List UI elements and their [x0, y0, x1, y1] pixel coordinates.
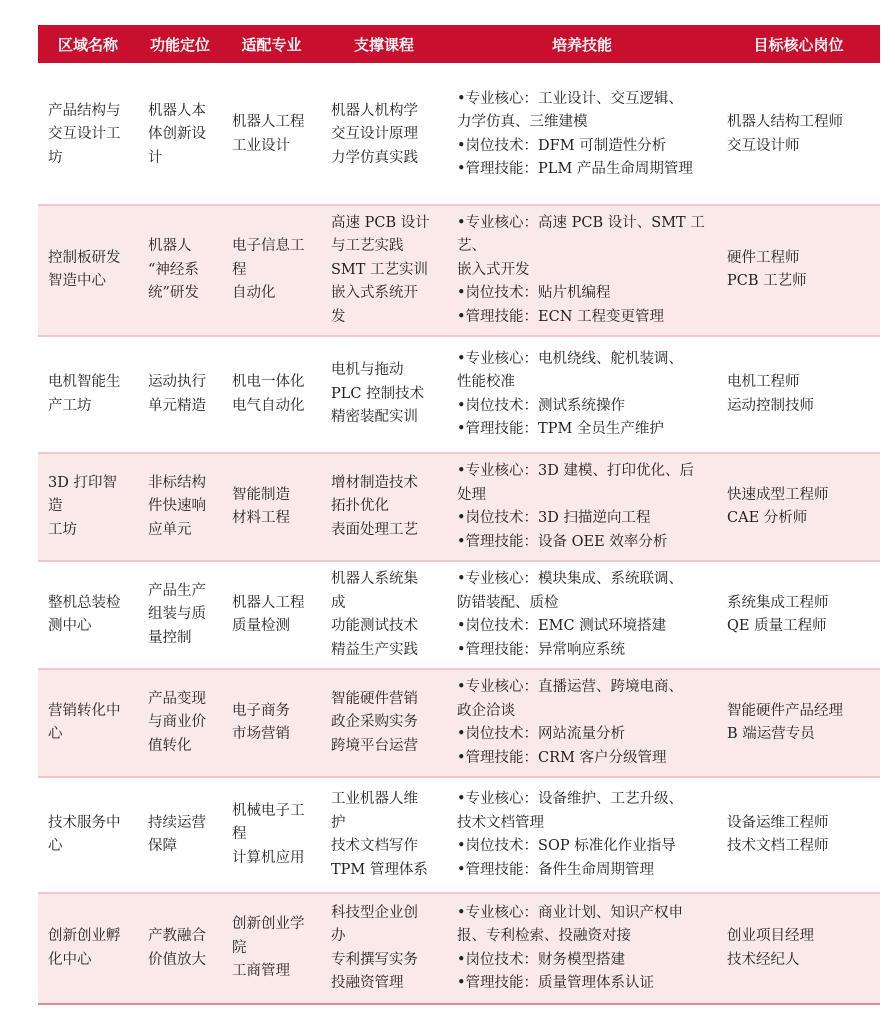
- function-cell: [138, 561, 222, 669]
- majors-line: 程: [232, 261, 247, 278]
- majors-line: 材料工程: [232, 510, 290, 526]
- courses-line: 嵌入式系统开: [331, 285, 418, 301]
- majors-line: 电气自动化: [232, 397, 305, 414]
- courses-cell: [321, 65, 447, 205]
- area-line: 技术服务中: [48, 814, 121, 831]
- skills-line: 报、专利检索、投融资对接: [457, 928, 631, 944]
- function-cell: [138, 453, 222, 561]
- function-line: 量控制: [148, 629, 192, 646]
- header-skills: 培养技能: [447, 25, 717, 65]
- skills-line: 性能校准: [457, 374, 515, 390]
- skills-line: •管理技能：备件生命周期管理: [457, 861, 655, 878]
- skills-line: •专业核心：电机绕线、舵机装调、: [457, 350, 684, 367]
- majors-line: 电子商务: [232, 702, 290, 719]
- positions-line: B 端运营专员: [727, 726, 815, 742]
- courses-cell: [321, 453, 447, 561]
- skills-cell: [447, 893, 717, 1004]
- skills-line: •专业核心：3D 建模、打印优化、后: [457, 463, 695, 479]
- courses-line: 办: [331, 928, 346, 944]
- majors-cell: [222, 453, 321, 561]
- courses-cell: [321, 205, 447, 337]
- table-row: [38, 65, 880, 205]
- positions-line: 技术文档工程师: [727, 838, 829, 854]
- header-function: 功能定位: [138, 25, 222, 65]
- majors-line: 创新创业学: [232, 916, 305, 933]
- skills-line: •管理技能：ECN 工程变更管理: [457, 308, 665, 325]
- skills-line: •岗位技术：EMC 测试环境搭建: [457, 618, 667, 634]
- courses-line: 精密装配实训: [331, 409, 418, 426]
- function-line: 体创新设: [148, 126, 206, 142]
- skills-line: 防错装配、质检: [457, 594, 559, 611]
- function-line: 价值放大: [148, 951, 206, 968]
- courses-line: 精益生产实践: [331, 641, 418, 658]
- positions-cell: [717, 561, 880, 669]
- courses-line: 拓扑优化: [331, 498, 389, 515]
- skills-cell: [447, 669, 717, 777]
- courses-line: 增材制造技术: [331, 474, 418, 491]
- area-line: 测中心: [48, 618, 92, 634]
- positions-cell: [717, 205, 880, 337]
- majors-line: 市场营销: [232, 726, 290, 742]
- skills-line: •岗位技术：财务模型搭建: [457, 951, 626, 968]
- function-cell: [138, 336, 222, 453]
- area-cell: [38, 777, 138, 893]
- area-cell: [38, 65, 138, 205]
- courses-line: 跨境平台运营: [331, 737, 418, 754]
- table-row: [38, 777, 880, 893]
- function-line: 单元精造: [148, 397, 206, 414]
- function-line: 组装与质: [148, 606, 206, 623]
- majors-line: 程: [232, 826, 247, 843]
- courses-line: 机器人系统集: [331, 571, 418, 587]
- function-line: 计: [148, 149, 163, 166]
- area-cell: [38, 893, 138, 1004]
- skills-line: 嵌入式开发: [457, 261, 530, 278]
- positions-line: 技术经纪人: [727, 951, 800, 968]
- majors-cell: [222, 669, 321, 777]
- positions-cell: [717, 65, 880, 205]
- skills-line: 技术文档管理: [457, 814, 544, 831]
- positions-cell: [717, 336, 880, 453]
- courses-cell: [321, 893, 447, 1004]
- positions-line: 硬件工程师: [727, 249, 800, 266]
- skills-line: •管理技能：TPM 全员生产维护: [457, 421, 664, 437]
- majors-cell: [222, 561, 321, 669]
- positions-line: PCB 工艺师: [727, 273, 807, 290]
- skills-line: 力学仿真、三维建模: [457, 114, 588, 131]
- skills-line: •专业核心：商业计划、知识产权申: [457, 904, 684, 921]
- majors-line: 质量检测: [232, 618, 290, 634]
- positions-cell: [717, 777, 880, 893]
- function-cell: [138, 669, 222, 777]
- courses-line: 力学仿真实践: [331, 149, 418, 166]
- area-line: 化中心: [48, 951, 92, 968]
- area-line: 交互设计工: [48, 126, 121, 142]
- skills-line: •管理技能：CRM 客户分级管理: [457, 749, 667, 766]
- majors-line: 智能制造: [232, 486, 290, 503]
- courses-line: 电机与拖动: [331, 362, 404, 379]
- skills-line: 处理: [457, 486, 486, 503]
- area-line: 创新创业孵: [48, 928, 121, 944]
- skills-line: •专业核心：直播运营、跨境电商、: [457, 679, 684, 695]
- table-row: [38, 205, 880, 337]
- courses-line: 工业机器人维: [331, 791, 418, 807]
- function-line: 非标结构: [148, 474, 206, 491]
- function-line: 产品生产: [148, 582, 206, 599]
- skills-line: •专业核心：设备维护、工艺升级、: [457, 791, 684, 807]
- skills-line: •管理技能：设备 OEE 效率分析: [457, 533, 668, 550]
- function-cell: [138, 777, 222, 893]
- skills-line: •专业核心：模块集成、系统联调、: [457, 571, 684, 587]
- table-header: [38, 25, 880, 65]
- function-line: 机器人: [148, 238, 192, 254]
- courses-line: 技术文档写作: [331, 838, 418, 854]
- table-row: [38, 561, 880, 669]
- courses-line: SMT 工艺实训: [331, 261, 429, 278]
- courses-cell: [321, 777, 447, 893]
- skills-line: •岗位技术：网站流量分析: [457, 726, 626, 742]
- majors-cell: [222, 777, 321, 893]
- function-line: 值转化: [148, 737, 192, 754]
- courses-cell: [321, 561, 447, 669]
- skills-line: •管理技能：质量管理体系认证: [457, 975, 655, 991]
- positions-line: 创业项目经理: [727, 928, 814, 944]
- positions-line: 交互设计师: [727, 137, 800, 154]
- area-line: 心: [48, 726, 63, 742]
- positions-line: 机器人结构工程师: [727, 114, 843, 131]
- header-courses: 支撑课程: [321, 25, 447, 65]
- skills-cell: [447, 561, 717, 669]
- skills-cell: [447, 205, 717, 337]
- majors-line: 机器人工程: [232, 114, 305, 131]
- courses-cell: [321, 669, 447, 777]
- area-line: 产品结构与: [48, 102, 121, 119]
- courses-line: 投融资管理: [331, 975, 404, 991]
- area-line: 控制板研发: [48, 249, 121, 266]
- area-line: 营销转化中: [48, 702, 121, 719]
- courses-cell: [321, 336, 447, 453]
- positions-cell: [717, 669, 880, 777]
- area-line: 心: [48, 838, 63, 854]
- majors-line: 工商管理: [232, 963, 290, 980]
- courses-line: 表面处理工艺: [331, 521, 418, 538]
- function-cell: [138, 893, 222, 1004]
- majors-line: 电子信息工: [232, 238, 305, 254]
- skills-line: •专业核心：高速 PCB 设计、SMT 工艺、: [457, 214, 705, 254]
- skills-line: •岗位技术：3D 扫描逆向工程: [457, 510, 651, 526]
- courses-line: PLC 控制技术: [331, 385, 425, 402]
- skills-line: •管理技能：异常响应系统: [457, 641, 626, 658]
- courses-line: TPM 管理体系: [331, 861, 428, 878]
- majors-cell: [222, 205, 321, 337]
- courses-line: 发: [331, 308, 346, 325]
- positions-line: 电机工程师: [727, 374, 800, 390]
- courses-line: 成: [331, 594, 346, 611]
- table-row: [38, 893, 880, 1004]
- skills-cell: [447, 65, 717, 205]
- header-positions: 目标核心岗位: [717, 25, 880, 65]
- skills-cell: [447, 336, 717, 453]
- area-cell: [38, 669, 138, 777]
- courses-line: 与工艺实践: [331, 238, 404, 254]
- positions-line: 快速成型工程师: [727, 486, 829, 503]
- skills-line: •管理技能：PLM 产品生命周期管理: [457, 161, 693, 178]
- function-line: 统”研发: [148, 285, 199, 301]
- courses-line: 科技型企业创: [331, 904, 418, 921]
- positions-cell: [717, 893, 880, 1004]
- table-row: [38, 669, 880, 777]
- majors-line: 机器人工程: [232, 594, 305, 611]
- training-table: [38, 25, 880, 1005]
- area-line: 工坊: [48, 521, 77, 538]
- table-row: [38, 336, 880, 453]
- area-cell: [38, 205, 138, 337]
- table-row: [38, 453, 880, 561]
- function-line: 产教融合: [148, 928, 206, 944]
- area-line: 智造中心: [48, 273, 106, 290]
- majors-line: 计算机应用: [232, 849, 305, 866]
- courses-line: 机器人机构学: [331, 102, 418, 119]
- function-line: 机器人本: [148, 102, 206, 119]
- area-cell: [38, 561, 138, 669]
- skills-line: •专业核心：工业设计、交互逻辑、: [457, 90, 684, 107]
- function-line: 与商业价: [148, 714, 206, 731]
- courses-line: 功能测试技术: [331, 618, 418, 634]
- area-line: 坊: [48, 149, 63, 166]
- area-line: 整机总装检: [48, 594, 121, 611]
- header-row: [38, 25, 880, 65]
- positions-line: CAE 分析师: [727, 510, 808, 526]
- function-line: 产品变现: [148, 690, 206, 707]
- positions-line: 运动控制技师: [727, 397, 814, 414]
- function-cell: [138, 65, 222, 205]
- function-line: 件快速响: [148, 498, 206, 515]
- area-cell: [38, 336, 138, 453]
- skills-cell: [447, 453, 717, 561]
- courses-line: 交互设计原理: [331, 126, 418, 142]
- skills-line: •岗位技术：SOP 标准化作业指导: [457, 838, 676, 854]
- positions-line: 智能硬件产品经理: [727, 702, 843, 719]
- function-line: “神经系: [148, 261, 199, 278]
- skills-line: 政企洽谈: [457, 702, 515, 719]
- skills-cell: [447, 777, 717, 893]
- skills-line: •岗位技术：DFM 可制造性分析: [457, 137, 667, 154]
- skills-line: •岗位技术：贴片机编程: [457, 285, 611, 301]
- courses-line: 专利撰写实务: [331, 951, 418, 968]
- header-majors: 适配专业: [222, 25, 321, 65]
- majors-cell: [222, 893, 321, 1004]
- majors-line: 自动化: [232, 285, 276, 301]
- function-line: 应单元: [148, 521, 192, 538]
- majors-line: 工业设计: [232, 137, 290, 154]
- skills-line: •岗位技术：测试系统操作: [457, 397, 626, 414]
- table-body: [38, 65, 880, 1005]
- function-cell: [138, 205, 222, 337]
- majors-line: 机电一体化: [232, 374, 305, 390]
- function-line: 运动执行: [148, 374, 206, 390]
- function-line: 保障: [148, 838, 177, 854]
- courses-line: 护: [331, 814, 346, 831]
- majors-line: 院: [232, 939, 247, 956]
- area-cell: [38, 453, 138, 561]
- area-line: 3D 打印智造: [48, 474, 117, 515]
- function-line: 持续运营: [148, 814, 206, 831]
- courses-line: 智能硬件营销: [331, 690, 418, 707]
- positions-line: 系统集成工程师: [727, 594, 829, 611]
- majors-line: 机械电子工: [232, 802, 305, 819]
- area-line: 电机智能生: [48, 374, 121, 390]
- positions-cell: [717, 453, 880, 561]
- courses-line: 政企采购实务: [331, 714, 418, 731]
- majors-cell: [222, 65, 321, 205]
- area-line: 产工坊: [48, 397, 92, 414]
- header-area: 区域名称: [38, 25, 138, 65]
- positions-line: QE 质量工程师: [727, 618, 827, 634]
- courses-line: 高速 PCB 设计: [331, 214, 430, 231]
- majors-cell: [222, 336, 321, 453]
- positions-line: 设备运维工程师: [727, 814, 829, 831]
